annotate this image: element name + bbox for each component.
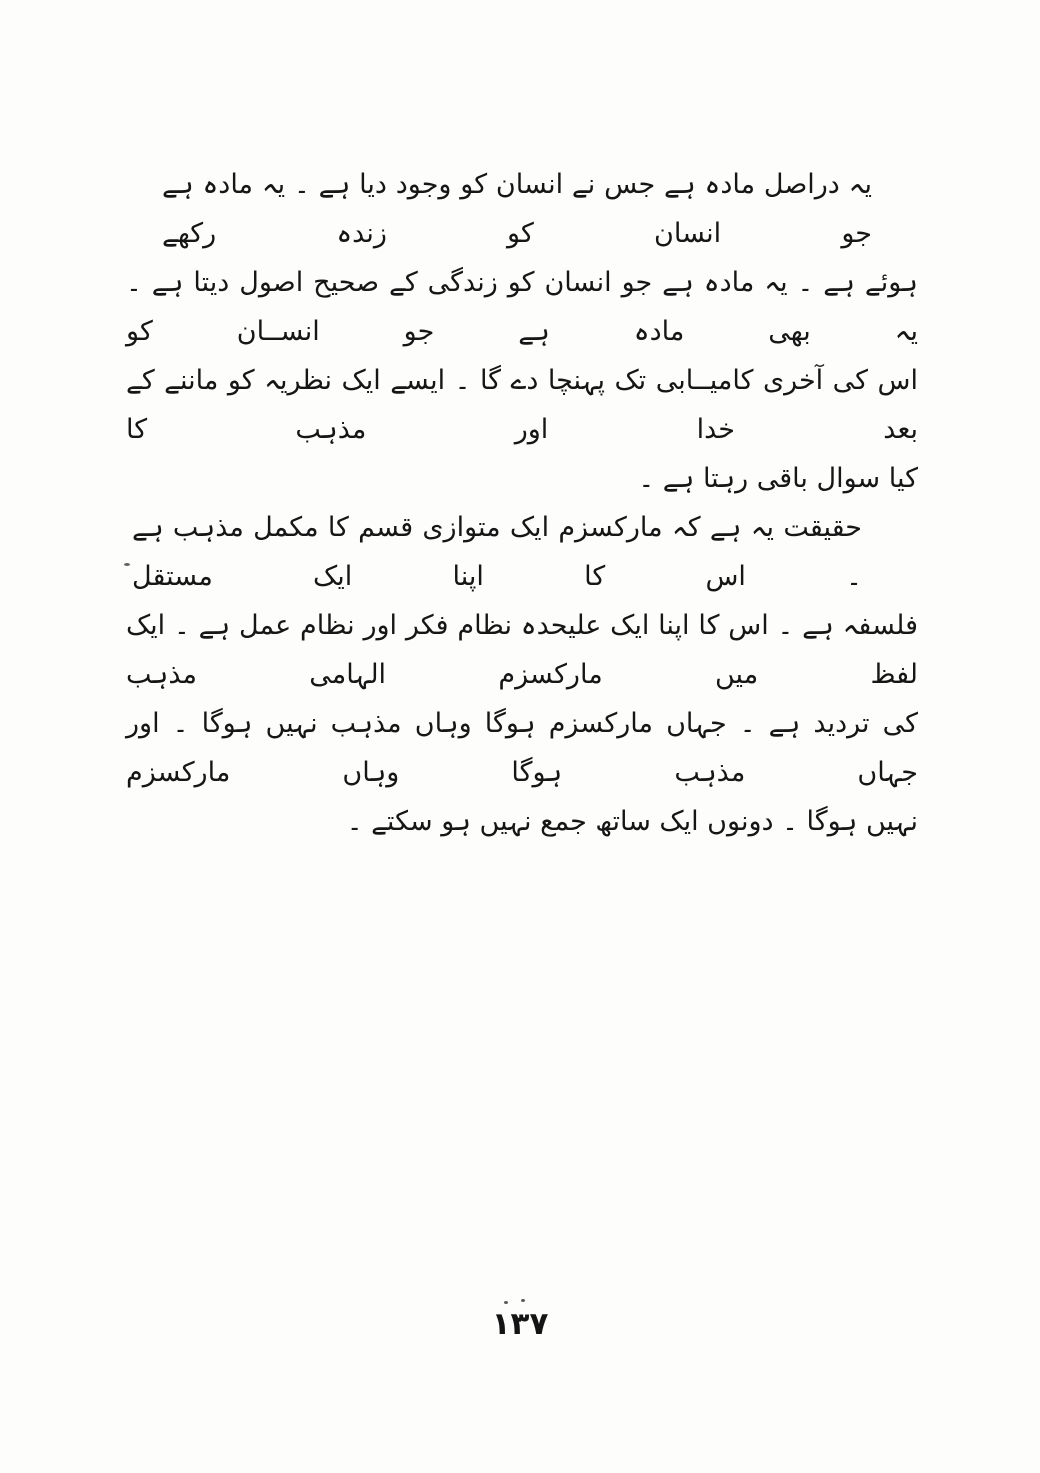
paragraph-2-line-3: کی تردید ہے ۔ جہاں مارکسزم ہوگا وہاں مذہب نہیں ہوگا ۔ اور جہاں مذہب ہوگا وہاں مارکسزم <box>126 708 918 788</box>
scan-speck <box>521 1299 525 1302</box>
scan-speck <box>124 563 130 566</box>
body-text <box>126 160 918 846</box>
scan-speck <box>504 1301 508 1304</box>
paragraph-1-line-3: اس کی آخری کامیــابی تک پہنچا دے گا ۔ ایسے ایک نظریہ کو ماننے کے بعد خدا اور مذہب کا <box>126 365 918 445</box>
paragraph-2-line-1: حقیقت یہ ہے کہ مارکسزم ایک متوازی قسم کا مکمل مذہب ہے ۔ اس کا اپنا ایک مستقل <box>132 512 862 592</box>
paragraph-2-line-2: فلسفہ ہے ۔ اس کا اپنا ایک علیحدہ نظام فکر اور نظام عمل ہے ۔ ایک لفظ میں مارکسزم الہامی مذہب <box>126 610 918 690</box>
paragraph-1-line-1: یہ دراصل مادہ ہے جس نے انسان کو وجود دیا ہے ۔ یہ مادہ ہے جو انسان کو زندہ رکھے <box>162 169 872 249</box>
paragraph-1-line-4: کیا سوال باقی رہتا ہے ۔ <box>638 463 918 494</box>
page-number: ۱۳۷ <box>491 1306 549 1342</box>
paragraph-1-line-2: ہوئے ہے ۔ یہ مادہ ہے جو انسان کو زندگی کے صحیح اصول دیتا ہے ۔ یہ بھی مادہ ہے جو انســان کو <box>126 267 918 347</box>
paragraph-2-line-4: نہیں ہوگا ۔ دونوں ایک ساتھ جمع نہیں ہو سکتے ۔ <box>346 806 918 837</box>
